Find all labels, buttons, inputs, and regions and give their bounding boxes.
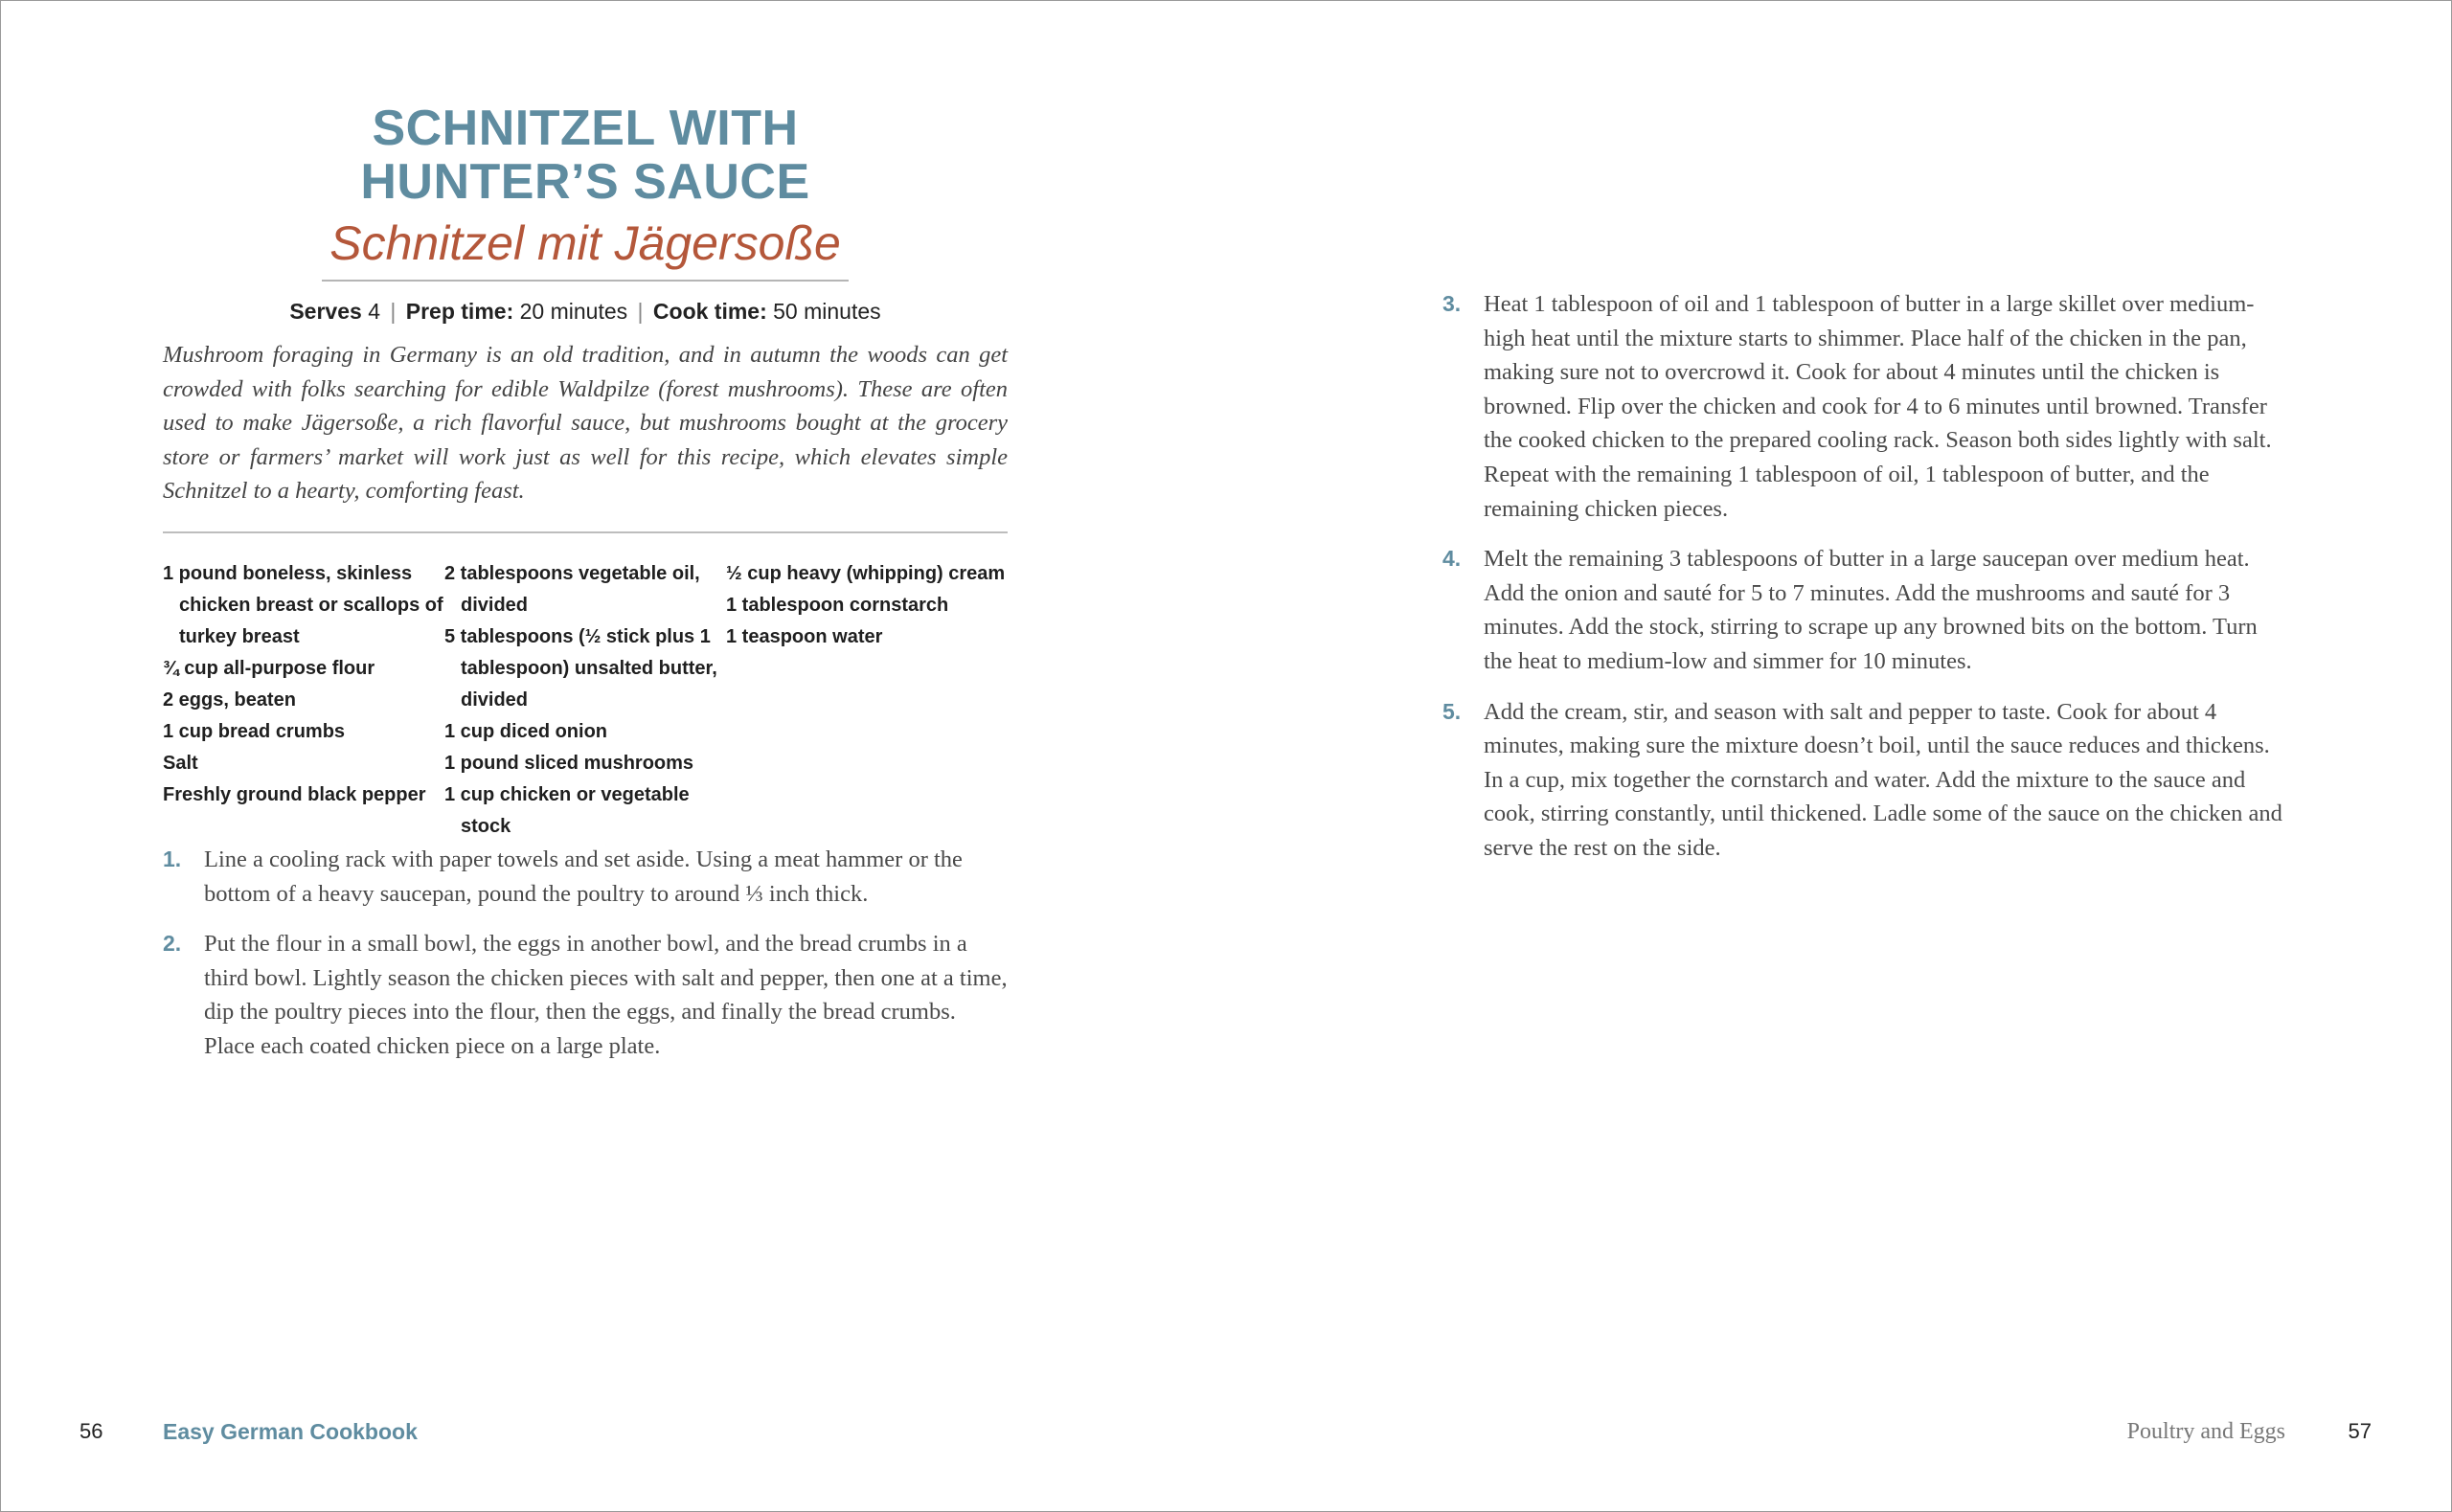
- ingredients-column-2: [444, 558, 726, 843]
- step-text: Melt the remaining 3 tablespoons of butter in a large saucepan over medium heat. Add the onion and sauté for 5 to 7 minutes. Add the mushrooms and sauté for 3 minutes. Add the stock, stirring to scrape up any browned bits on the bottom. Turn the heat to medium-low and simmer for 10 minutes.: [1484, 546, 2258, 674]
- ingredient-item: 1 tablespoon cornstarch: [726, 595, 949, 616]
- step-number: 2.: [163, 931, 182, 957]
- recipe-subtitle: Schnitzel mit Jägersoße: [329, 216, 841, 270]
- ingredient-item: Freshly ground black pepper: [163, 784, 426, 805]
- cook-time-value: 50 minutes: [773, 299, 881, 324]
- ingredient-item: 1 pound sliced mushrooms: [444, 753, 694, 774]
- step-number: 4.: [1442, 546, 1462, 572]
- serves-label: Serves: [289, 299, 362, 324]
- ingredient-item: 1 pound boneless, skinless chicken breast or scallops of turkey breast: [163, 563, 443, 647]
- meta-separator: |: [637, 299, 644, 324]
- step-item: [1442, 695, 2285, 866]
- recipe-title-line-2: HUNTER’S SAUCE: [360, 154, 810, 210]
- recipe-meta: [163, 299, 1008, 325]
- recipe-steps-right: [1442, 287, 2285, 866]
- section-title-footer: Poultry and Eggs: [2126, 1419, 2285, 1444]
- step-text: Put the flour in a small bowl, the eggs in another bowl, and the bread crumbs in a third bowl. Lightly season the chicken pieces with salt and pepper, then one at a time, dip the poultry pieces into the flour, then the eggs, and finally the bread crumbs. Place each coated chicken piece on a large plate.: [204, 931, 1008, 1059]
- left-page: [163, 96, 1008, 1080]
- prep-time-value: 20 minutes: [519, 299, 628, 324]
- ingredient-item: 1 cup diced onion: [444, 721, 608, 742]
- meta-separator: |: [390, 299, 397, 324]
- step-text: Add the cream, stir, and season with salt and pepper to taste. Cook for about 4 minutes, making sure the mixture doesn’t boil, until the sauce reduces and thickens. In a cup, mix together the cornstarch and water. Add the mixture to the sauce and cook, stirring constantly, until thickened. Ladle some of the sauce on the chicken and serve the rest on the side.: [1484, 698, 2282, 861]
- step-number: 5.: [1442, 698, 1462, 724]
- step-number: 3.: [1442, 291, 1462, 316]
- ingredients-column-1: [163, 558, 444, 843]
- book-title-footer: Easy German Cookbook: [163, 1419, 418, 1444]
- step-text: Line a cooling rack with paper towels and set aside. Using a meat hammer or the bottom of a heavy saucepan, pound the poultry to around ⅓ inch thick.: [204, 846, 963, 907]
- step-item: [163, 927, 1008, 1063]
- step-text: Heat 1 tablespoon of oil and 1 tablespoon of butter in a large skillet over medium-high heat until the mixture starts to shimmer. Place half of the chicken in the pan, making sure not to overcrowd it. Cook for about 4 minutes until the chicken is browned. Flip over the chicken and cook for 4 to 6 minutes until browned. Transfer the cooked chicken to the prepared cooling rack. Season both sides lightly with salt. Repeat with the remaining 1 tablespoon of oil, 1 tablespoon of butter, and the remaining chicken pieces.: [1484, 291, 2272, 522]
- prep-time-label: Prep time:: [405, 299, 514, 324]
- right-page: [1442, 287, 2285, 882]
- ingredient-item: 2 tablespoons vegetable oil, divided: [444, 563, 700, 616]
- ingredients-list: [163, 558, 1008, 843]
- step-number: 1.: [163, 846, 182, 871]
- step-item: [163, 843, 1008, 911]
- serves-value: 4: [368, 299, 380, 324]
- left-page-number: 56: [79, 1419, 103, 1443]
- recipe-title-line-1: SCHNITZEL WITH: [372, 101, 799, 156]
- step-item: [1442, 542, 2285, 678]
- title-divider: [322, 280, 849, 282]
- ingredient-item: ¾ cup all-purpose flour: [163, 658, 375, 679]
- cook-time-label: Cook time:: [652, 299, 767, 324]
- ingredient-item: 1 cup bread crumbs: [163, 721, 346, 742]
- ingredient-item: 1 teaspoon water: [726, 626, 883, 647]
- ingredient-item: 2 eggs, beaten: [163, 689, 296, 711]
- intro-divider: [163, 531, 1008, 533]
- recipe-steps-left: [163, 843, 1008, 1064]
- ingredient-item: ½ cup heavy (whipping) cream: [726, 563, 1006, 584]
- ingredient-item: Salt: [163, 753, 198, 774]
- recipe-title: [163, 102, 1008, 209]
- step-item: [1442, 287, 2285, 526]
- recipe-intro: Mushroom foraging in Germany is an old tradition, and in autumn the woods can get crowded with folks searching for edible Waldpilze (forest mushrooms). These are often used to make Jägersoße, a rich flavorful sauce, but mushrooms bought at the grocery store or farmers’ market will work just as well for this recipe, which elevates simple Schnitzel to a hearty, comforting feast.: [163, 342, 1008, 504]
- ingredient-item: 1 cup chicken or vegetable stock: [444, 784, 690, 837]
- ingredients-column-3: [726, 558, 1008, 843]
- ingredient-item: 5 tablespoons (½ stick plus 1 tablespoon) unsalted butter, divided: [444, 626, 717, 711]
- right-page-number: 57: [2348, 1419, 2372, 1443]
